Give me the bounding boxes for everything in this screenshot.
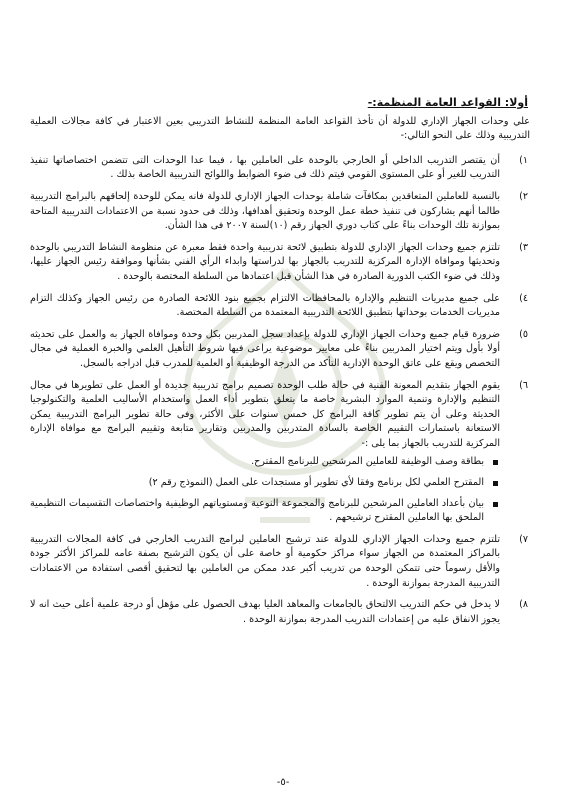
square-bullet-icon [493,481,498,486]
intro-paragraph: علي وحدات الجهاز الإداري للدولة أن تأخذ القواعد العامة المنظمة للنشاط التدريبي بعين الاعتبار في كافة مجالات العملية التدريبية وذلك على النحو التالي:- [30,115,530,142]
rule-item-5 [30,328,530,372]
rule-number: ٧) [519,533,528,545]
list-item [30,497,500,526]
rule-number: ٦) [519,379,528,391]
list-item-text: بطاقة وصف الوظيفة للعاملين المرشحين للبرنامج المقترح. [251,456,484,468]
rule-text: لا يدخل في حكم التدريب الالتحاق بالجامعات والمعاهد العليا بهدف الحصول على مؤهل أو درجة علمية أعلى حيث انه لا يجوز الانفاق عليه من إعتمادات التدريب المدرجة بموازنة الوحدة . [30,599,500,625]
list-item [30,455,500,470]
rule-item-8 [30,598,530,627]
rule-item-4 [30,292,530,321]
section-heading: أولا: القواعد العامة المنظمة:- [367,96,528,109]
rule-text: أن يقتصر التدريب الداخلي أو الخارجي بالوحدة على العاملين بها ، فيما عدا الوحدات التى تتضمن اختصاصاتها تنفيذ التدريب للغير أو على المستوى القومي فيتم ذلك فى ضوء الضوابط واللوائح التدريبية الخاصة بذلك . [30,154,500,181]
square-bullet-icon [493,502,498,507]
rule-item-6 [30,379,530,526]
rule-item-1 [30,154,530,183]
rule-text: على جميع مديريات التنظيم والإدارة بالمحافظات الالتزام بجميع بنود اللائحة الصادرة من رئيس الجهاز وكذلك التزام مديريات الخدمات بوحداتها بتطبيق اللائحة التدريبية المعتمدة من السلطة المختصة. [30,292,500,319]
list-item [30,476,500,491]
rule-number: ٣) [519,241,528,253]
square-bullet-icon [493,460,498,465]
rule-text: يقوم الجهاز بتقديم المعونة الفنية في حالة طلب الوحدة تصميم برامج تدريبية جديدة أو العمل على تطويرها في مجال التنظيم والإدارة وتنمية الموارد البشرية خاصة ما يتعلق بتطوير أداء العمل واستخدام الأساليب العلمية والتكنولوجيا الحديثة وعلى أن يتم تطوير كافة البرامج كل خمس سنوات على الأكثر، وفى حالة تطوير البرامج التدريبية يمكن الاستعانة باستمارات التقييم الخاصة بالسادة المتدربين والمدربين وتقارير متابعة وتقييم البرامج مع موافاة الإدارة المركزية للتدريب بالجهاز بما يلى :- [30,379,500,449]
rule-number: ٢) [519,190,528,202]
rule-item-7 [30,533,530,591]
rule-number: ١) [519,154,528,166]
rule-text: ضرورة قيام جميع وحدات الجهاز الإداري للدولة بإعداد سجل المدربين بكل وحدة وموافاة الجهاز به والعمل على تحديثه أولا بأول ويتم اختيار المدربين بناءً على معايير موضوعية يراعى فيها شروط التأهيل العلمي والخبرة العملية في مجال التخصص ويقع على عاتق الوحدة الإدارية التأكد من الدرجة الوظيفية أو العلمية للمدرب قبل ادراجه بالسجل. [30,328,500,369]
rule-text: تلتزم جميع وحدات الجهاز الإداري للدولة عند ترشيح العاملين لبرامج التدريب الخارجي فى كافة المجالات التدريبية بالمراكز المعتمدة من الجهاز سواء مراكز حكومية أو خاصة على أن يكون الترشيح بصفة عامه للمراكز الأكثر جودة والأقل رسوماً حتى تتمكن الوحدة من تدريب أكبر عدد ممكن من العاملين بها لتحقيق أقصى استفادة من الاعتمادات التدريبية المدرجة بموازنة الوحدة . [30,533,500,589]
rule-item-2 [30,190,530,234]
rule-number: ٤) [519,292,528,304]
list-item-text: المقترح العلمي لكل برنامج وفقا لأي تطوير أو مستجدات على العمل (النموذج رقم ٢) [148,477,484,489]
rule-text: بالنسبة للعاملين المتعاقدين بمكافآت شاملة بوحدات الجهاز الإداري للدولة فانه يمكن للوحدة إلحاقهم بالبرامج التدريبية طالما أنهم يشاركون فى تنفيذ خطة عمل الوحدة وتحقيق أهدافها، وذلك فى حدود نسبة من الاعتمادات التدريبية المتاحة بموازنة تلك الوحدات بناءً على كتاب دوري الجهاز رقم (١٠)لسنة ٢٠٠٧ فى هذا الشأن. [30,190,500,232]
rule-text: تلتزم جميع وحدات الجهاز الإداري للدولة بتطبيق لائحة تدريبية واحدة فقط معبرة عن منظومة النشاط التدريبي بالوحدة وتحديثها وموافاة الإدارة المركزية للتدريب بالجهاز بها لدراستها وابداء الرأي الفني بشأنها وموافقة رئيس الجهاز عليها، وذلك في ضوء الكتب الدورية الصادرة في هذا الشأن قبل اعتمادها من السلطة المختصة بالوحدة . [30,241,500,282]
requirements-list [30,455,500,525]
rule-item-3 [30,241,530,285]
rule-number: ٨) [519,599,528,611]
rule-number: ٥) [519,328,528,340]
page-number: -٥- [276,777,290,788]
list-item-text: بيان بأعداد العاملين المرشحين للبرنامج والمجموعة النوعية ومستوياتهم الوظيفية واختصاصات التقسيمات التنظيمية الملحق بها العاملين المقترح ترشيحهم . [30,497,484,524]
